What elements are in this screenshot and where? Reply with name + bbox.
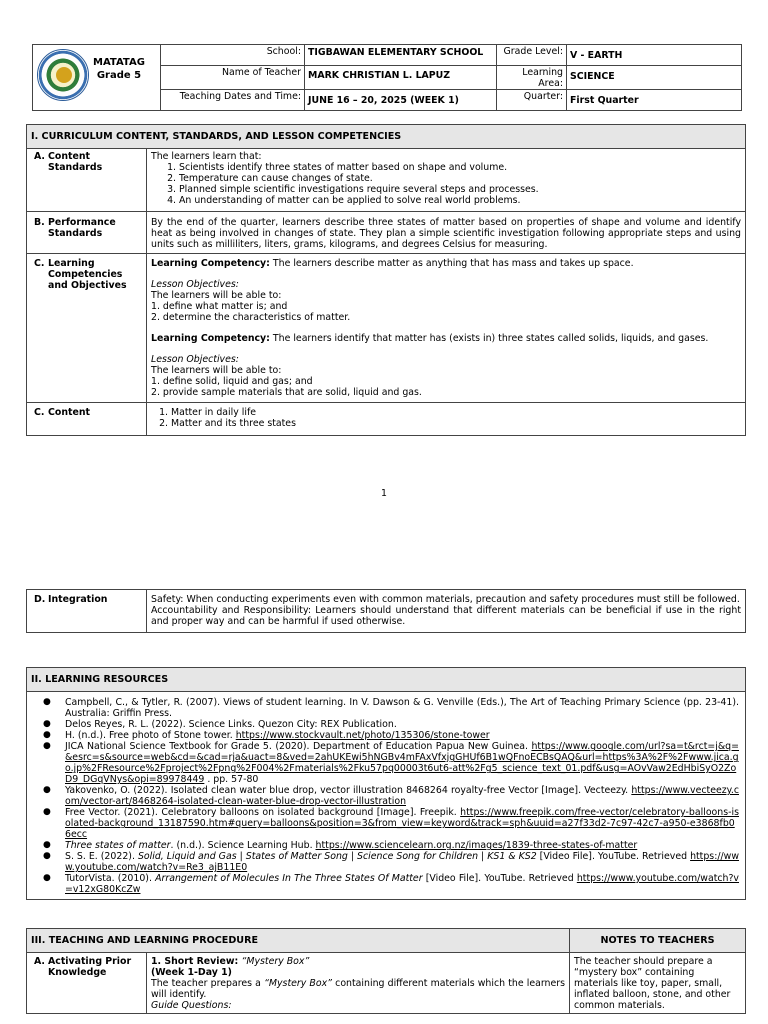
reference-item xyxy=(43,840,739,851)
content-label: C. Content xyxy=(27,403,147,436)
content-standards-list xyxy=(151,162,741,206)
reference-text: Delos Reyes, R. L. (2022). Science Links. Quezon City: REX Publication. xyxy=(65,719,397,731)
resources-title: II. LEARNING RESOURCES xyxy=(27,668,746,692)
resources-body xyxy=(27,692,746,900)
reference-link[interactable]: https://www.google.com/url?sa=t&rct=j&q=&esrc=s&source=web&cd=&cad=rja&uact=8&ved=2ahUKEwi5hNGBv4mFAxVfxjgGHUf6B1wQFnoECBsQAQ&url=https%3A%2F%2Fwww.jica.go.jp%2FResource%2Fproject%2Fpng%2F004%2Fmaterials%2Fku57pq00003t6ut6-att%2Fg5_science_text_01.pdf&usg=AOvVaw2EdHbiSyO2ZoD9_DGqVNys&opi=89978449 xyxy=(65,741,739,786)
quarter-value: First Quarter xyxy=(567,90,742,111)
learning-area-value: SCIENCE xyxy=(567,66,742,90)
reference-text: Solid, Liquid and Gas | States of Matter Song | Science Song for Children | KS1 & KS2 xyxy=(137,851,537,863)
list-item: 1. Matter in daily life xyxy=(171,407,741,418)
curriculum-section xyxy=(26,124,746,436)
grade-level-value: V - EARTH xyxy=(567,45,742,66)
learning-area-label: Learning Area: xyxy=(497,66,567,90)
dates-label: Teaching Dates and Time: xyxy=(161,90,305,111)
procedure-title: III. TEACHING AND LEARNING PROCEDURE xyxy=(27,929,570,953)
reference-item xyxy=(43,719,739,730)
competencies-label: C. Learning Competencies and Objectives xyxy=(27,254,147,403)
performance-standards-label: B. Performance Standards xyxy=(27,212,147,254)
reference-item xyxy=(43,807,739,840)
reference-text: Yakovenko, O. (2022). Isolated clean water blue drop, vector illustration 8468264 royalty-free Vector [Image]. Vecteezy. xyxy=(65,785,632,797)
header-logo-cell xyxy=(33,45,161,111)
school-value: TIGBAWAN ELEMENTARY SCHOOL xyxy=(305,45,497,66)
reference-text: S. S. E. (2022). xyxy=(65,851,138,863)
reference-text: . (n.d.). Science Learning Hub. xyxy=(170,840,316,852)
learning-resources-section xyxy=(26,667,746,900)
teacher-label: Name of Teacher xyxy=(161,66,305,90)
reference-link[interactable]: https://www.freepik.com/free-vector/celebratory-balloons-isolated-background_13187590.htm#query=balloons&position=3&from_view=keyword&track=sph&uuid=a27f33d2-7c97-42c7-a950-e3868fb06ecc xyxy=(65,807,739,841)
reference-text: . pp. 57-80 xyxy=(204,774,259,786)
teacher-value: MARK CHRISTIAN L. LAPUZ xyxy=(305,66,497,90)
list-item: 3. Planned simple scientific investigations require several steps and processes. xyxy=(179,184,741,195)
activating-body: 1. Short Review: “Mystery Box” (Week 1-Day 1) The teacher prepares a “Mystery Box” containing different materials which the learners will identify. Guide Questions: xyxy=(147,953,570,1014)
teacher-notes: The teacher should prepare a “mystery box” containing materials like toy, paper, small, inflated balloon, stone, and other common materials. xyxy=(570,953,746,1014)
reference-text: [Video File]. YouTube. Retrieved xyxy=(422,873,577,885)
reference-link[interactable]: https://www.vecteezy.com/vector-art/8468264-isolated-clean-water-blue-drop-vector-illustration xyxy=(65,785,739,808)
reference-list xyxy=(27,692,745,899)
section-title: I. CURRICULUM CONTENT, STANDARDS, AND LESSON COMPETENCIES xyxy=(27,125,746,149)
content-standards-label: A. Content Standards xyxy=(27,149,147,212)
reference-text: H. (n.d.). Free photo of Stone tower. xyxy=(65,730,236,742)
reference-item xyxy=(43,851,739,873)
procedure-section xyxy=(26,928,746,1014)
list-item: 2. Temperature can cause changes of state. xyxy=(179,173,741,184)
performance-standards-body: By the end of the quarter, learners describe three states of matter based on properties of shape and volume and identify heat as being involved in changes of state. They plan a simple scientific investigation following appropriate steps and using units such as milliliters, liters, grams, kilograms, and degrees Celsius for measuring. xyxy=(147,212,746,254)
reference-item xyxy=(43,785,739,807)
competencies-body: Learning Competency: The learners describe matter as anything that has mass and takes up space. Lesson Objectives: The learners will be able to: 1. define what matter is; and 2. determine the characteristics of matter. Learning Competency: The learners identify that matter has (exists in) three states called solids, liquids, and gases. Lesson Objectives: The learners will be able to: 1. define solid, liquid and gas; and 2. provide sample materials that are solid, liquid and gas. xyxy=(147,254,746,403)
dates-value: JUNE 16 – 20, 2025 (WEEK 1) xyxy=(305,90,497,111)
reference-item xyxy=(43,730,739,741)
content-standards-body: The learners learn that: 1. Scientists identify three states of matter based on shape and volume. 2. Temperature can cause changes of state. 3. Planned simple scientific investigations require several steps and processes. 4. An understanding of matter can be applied to solve real world problems. xyxy=(147,149,746,212)
page-number: 1 xyxy=(381,488,387,499)
reference-text: Free Vector. (2021). Celebratory balloons on isolated background [Image]. Freepik. xyxy=(65,807,461,819)
notes-title: NOTES TO TEACHERS xyxy=(570,929,746,953)
reference-text: Campbell, C., & Tytler, R. (2007). Views of student learning. In V. Dawson & G. Venville (Eds.), The Art of Teaching Primary Science (pp. 23-41). Australia: Griffin Press. xyxy=(65,697,739,720)
school-label: School: xyxy=(161,45,305,66)
list-item: 4. An understanding of matter can be applied to solve real world problems. xyxy=(179,195,741,206)
integration-body: Safety: When conducting experiments even with common materials, precaution and safety procedures must still be followed. Accountability and Responsibility: Learners should understand that different materials can be beneficial if use in the right and proper way and can be harmful if used otherwise. xyxy=(147,590,746,633)
reference-text: JICA National Science Textbook for Grade 5. (2020). Department of Education Papua New Guinea. xyxy=(65,741,532,753)
list-item: 2. Matter and its three states xyxy=(171,418,741,429)
lesson-plan-header xyxy=(32,44,742,111)
reference-link[interactable]: https://www.youtube.com/watch?v=v12xG80KcZw xyxy=(65,873,739,896)
grade-level-label: Grade Level: xyxy=(497,45,567,66)
reference-link[interactable]: https://www.youtube.com/watch?v=Re3_ajB11E0 xyxy=(65,851,740,874)
reference-text: TutorVista. (2010). xyxy=(65,873,156,885)
reference-item xyxy=(43,741,739,785)
integration-label: D. Integration xyxy=(27,590,147,633)
activating-label: A. Activating Prior Knowledge xyxy=(27,953,147,1014)
reference-item xyxy=(43,873,739,895)
reference-text: [Video File]. YouTube. Retrieved xyxy=(536,851,691,863)
program-brand: MATATAG Grade 5 xyxy=(93,57,145,81)
reference-link[interactable]: https://www.sciencelearn.org.nz/images/1839-three-states-of-matter xyxy=(315,840,638,852)
integration-section xyxy=(26,589,746,633)
reference-item xyxy=(43,697,739,719)
list-item: 1. Scientists identify three states of matter based on shape and volume. xyxy=(179,162,741,173)
reference-link[interactable]: https://www.stockvault.net/photo/135306/stone-tower xyxy=(235,730,490,742)
content-body xyxy=(147,403,746,436)
reference-text: Arrangement of Molecules In The Three States Of Matter xyxy=(155,873,423,885)
reference-text: Three states of matter xyxy=(65,840,171,852)
deped-seal-icon xyxy=(37,49,89,101)
quarter-label: Quarter: xyxy=(497,90,567,111)
